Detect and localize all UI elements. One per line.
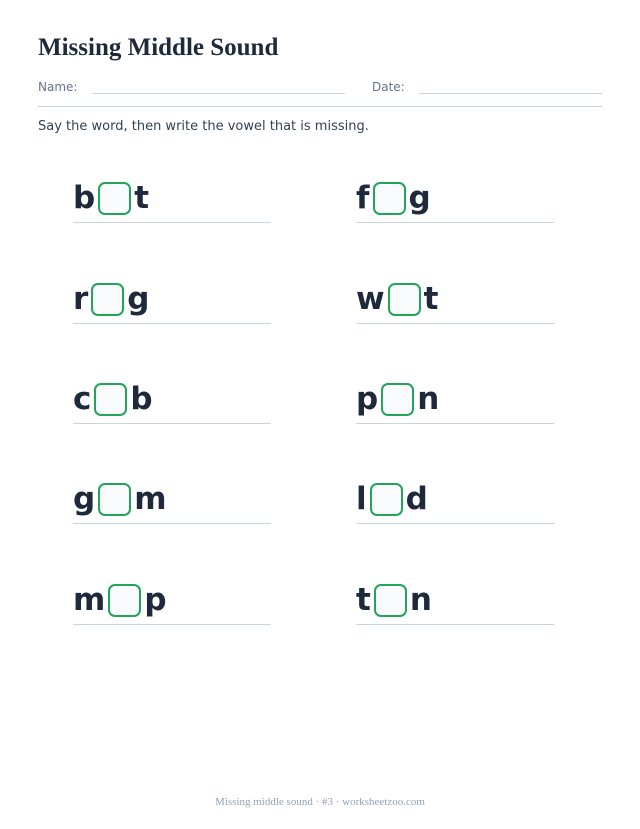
- word-underline: [73, 423, 271, 424]
- word-underline: [73, 323, 271, 324]
- word-item-6: [356, 376, 554, 424]
- last-letter: d: [405, 481, 428, 517]
- word-underline: [73, 624, 271, 625]
- word-item-7: [73, 476, 271, 524]
- word-underline: [73, 523, 271, 524]
- last-letter: n: [409, 582, 432, 618]
- vowel-blank-box[interactable]: [381, 383, 414, 416]
- vowel-blank-box[interactable]: [373, 182, 406, 215]
- vowel-blank-box[interactable]: [108, 584, 141, 617]
- footer-credit: Missing middle sound · #3 · worksheetzoo.com: [215, 796, 425, 808]
- word-item-2: [356, 175, 554, 223]
- first-letter: p: [356, 381, 379, 417]
- last-letter: n: [417, 381, 440, 417]
- vowel-blank-box[interactable]: [98, 182, 131, 215]
- date-write-line[interactable]: [419, 93, 602, 94]
- last-letter: g: [408, 180, 431, 216]
- last-letter: t: [134, 180, 150, 216]
- vowel-blank-box[interactable]: [91, 283, 124, 316]
- word-underline: [356, 323, 554, 324]
- name-label: Name:: [38, 80, 78, 94]
- word-underline: [73, 222, 271, 223]
- vowel-blank-box[interactable]: [98, 483, 131, 516]
- first-letter: b: [73, 180, 96, 216]
- first-letter: m: [73, 582, 106, 618]
- word-item-1: [73, 175, 271, 223]
- name-write-line[interactable]: [92, 93, 345, 94]
- first-letter: c: [73, 381, 92, 417]
- header-divider: [38, 106, 602, 107]
- last-letter: b: [130, 381, 153, 417]
- first-letter: l: [356, 481, 367, 517]
- word-item-4: [356, 276, 554, 324]
- vowel-blank-box[interactable]: [94, 383, 127, 416]
- word-item-10: [356, 577, 554, 625]
- word-underline: [356, 222, 554, 223]
- last-letter: m: [134, 481, 167, 517]
- first-letter: f: [356, 180, 370, 216]
- first-letter: g: [73, 481, 96, 517]
- last-letter: t: [423, 281, 439, 317]
- vowel-blank-box[interactable]: [370, 483, 403, 516]
- word-item-8: [356, 476, 554, 524]
- first-letter: w: [356, 281, 385, 317]
- word-underline: [356, 523, 554, 524]
- word-underline: [356, 624, 554, 625]
- word-item-9: [73, 577, 271, 625]
- first-letter: r: [73, 281, 89, 317]
- instructions: Say the word, then write the vowel that is missing.: [38, 119, 369, 134]
- vowel-blank-box[interactable]: [374, 584, 407, 617]
- last-letter: g: [127, 281, 150, 317]
- date-label: Date:: [372, 80, 405, 94]
- first-letter: t: [356, 582, 371, 618]
- word-item-3: [73, 276, 271, 324]
- vowel-blank-box[interactable]: [388, 283, 421, 316]
- last-letter: p: [144, 582, 167, 618]
- word-item-5: [73, 376, 271, 424]
- word-underline: [356, 423, 554, 424]
- worksheet-title: Missing Middle Sound: [38, 34, 279, 61]
